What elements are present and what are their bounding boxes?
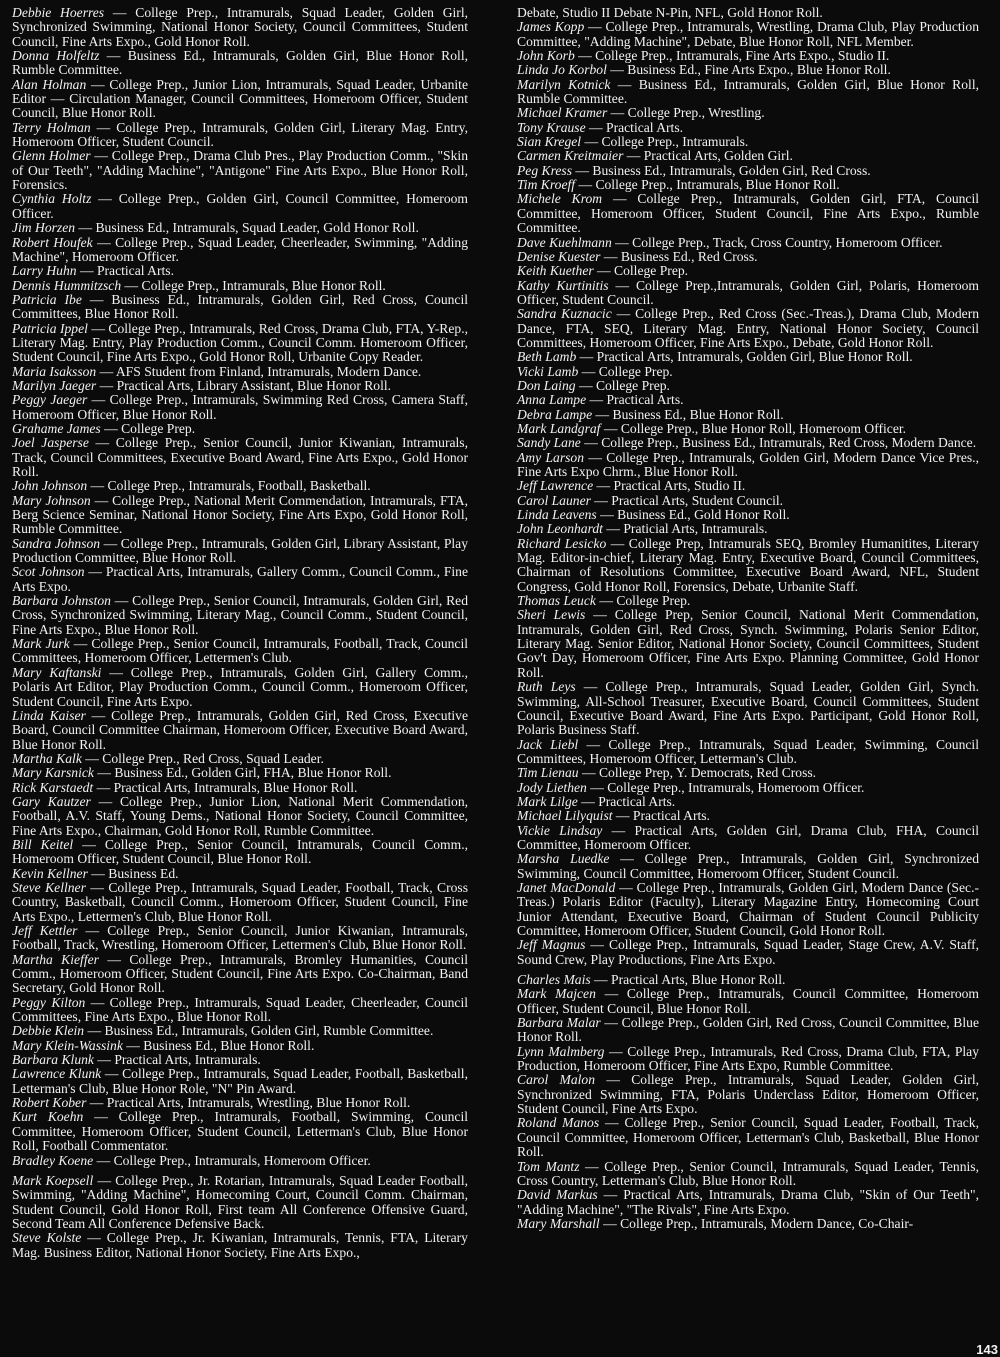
student-activities: — College Prep., Intramurals, Fine Arts Expo., Studio II. [574,48,890,64]
student-name: Linda Kaiser [12,707,86,723]
student-entry [517,192,979,235]
student-activities: — College Prep., Intramurals, Squad Leader, Football, Track, Cross Country, Basketball, Council Comm., Homeroom Officer, Student Council, Fine Arts Expo., Lettermen's Club, Blue Honor Roll. [12,879,468,924]
student-entry [12,365,468,379]
student-activities: — College Prep., Intramurals, Squad Leader, Stage Crew, A.V. Staff, Sound Crew, Play Productions, Fine Arts Expo. [517,937,979,967]
student-name: Linda Leavens [517,507,597,523]
student-entry [517,987,979,1016]
student-entry [517,422,979,436]
student-name: Martha Kieffer [12,951,99,967]
student-activities: — College Prep., National Merit Commendation, Intramurals, FTA, Berg Science Seminar, National Honor Society, Fine Arts Expo, Gold Honor Roll, Rumble Committee. [12,492,468,537]
student-name: Sheri Lewis [517,607,586,623]
student-entry [517,264,979,278]
student-entry [517,106,979,120]
student-entry [12,594,468,637]
student-activities: — College Prep.,Intramurals, Golden Girl, Polaris, Homeroom Officer, Student Council. [517,277,980,307]
student-name: Mark Jurk [12,636,70,652]
student-entry [12,996,468,1025]
student-entry [12,924,468,953]
student-entry [12,838,468,867]
student-entry [517,781,979,795]
student-activities: — College Prep., Red Cross (Sec.-Treas.), Drama Club, Modern Dance, FTA, SEQ, Literary Mag. Entry, National Honor Society, Council Committees, Homeroom Officer, Fine Arts Expo., Debate, Gold Honor Roll. [517,306,980,350]
student-entry [517,852,979,881]
student-activities: — College Prep., Intramurals, Golden Girl, Modern Dance (Sec.-Treas.) Polaris Editor (Faculty), Literary Magazine Entry, Homecoming Court Junior Attendant, Executive Board, Chairman of Student Council Publicity Committee, Homeroom Officer, Student Council, Gold Honor Roll. [517,879,979,938]
student-entry [12,1231,468,1260]
student-name: Marilyn Jaeger [12,377,97,393]
student-entry [12,1096,468,1110]
student-name: John Korb [517,48,575,64]
student-name: Thomas Leuck [517,593,596,609]
student-activities: — College Prep., Drama Club Pres., Play Production Comm., "Skin of Our Teeth", "Adding Machine", "Antigone" Fine Arts Expo., Blue Honor Roll, Forensics. [12,148,468,193]
student-entry [517,164,979,178]
student-activities: — College Prep., Intramurals, Squad Leader, Golden Girl, Synchronized Swimming, FTA, Polaris Underclass Editor, Homeroom Officer, Student Council, Fine Arts Expo. [517,1072,979,1117]
student-activities: — College Prep., Intramurals, Wrestling, Drama Club, Play Production Committee, "Adding Machine", Debate, Blue Honor Roll, NFL Member. [517,19,980,49]
student-activities: — Business Ed. [87,865,179,881]
student-name: Tim Kroeff [517,177,576,193]
student-entry [12,379,468,393]
student-entry [12,637,468,666]
student-activities: — Business Ed., Intramurals, Golden Girl, Red Cross. [572,162,871,178]
student-name: Sandra Johnson [12,535,101,551]
student-activities: — College Prep., Intramurals, Squad Leader, Football, Basketball, Letterman's Club, Blue Honor Role, "N" Pin Award. [12,1066,468,1096]
student-entry [12,752,468,766]
student-activities: — Practical Arts, Intramurals, Blue Honor Roll. [93,779,358,795]
student-entry [12,1154,468,1168]
student-activities: — College Prep., Intramurals, Golden Girl, FTA, Council Committee, Homeroom Officer, Student Council, Fine Arts Expo., Rumble Committee. [517,191,980,236]
student-entry [12,264,468,278]
student-activities: — College Prep., Intramurals, Golden Girl, Modern Dance Vice Pres., Fine Arts Expo Chrm., Blue Honor Roll. [517,449,979,479]
student-entry [12,709,468,752]
page-number: 143 [976,1342,998,1357]
student-entry [12,121,468,150]
student-name: Tom Mantz [517,1158,580,1174]
student-entry [12,322,468,365]
student-entry [12,436,468,479]
student-entry [517,1188,979,1217]
student-entry [517,522,979,536]
student-entry [517,350,979,364]
right-column [517,6,979,1231]
student-activities: — College Prep., Intramurals, Football, Swimming, Council Committee, Homeroom Officer, Student Council, Letterman's Club, Blue Honor Roll, Football Commentator. [12,1109,468,1154]
student-name: Michele Krom [517,191,603,207]
left-column [12,6,468,1260]
student-activities: — Practical Arts. [585,119,684,135]
student-entry [517,178,979,192]
student-entry [12,479,468,493]
student-name: David Markus [517,1187,598,1203]
student-name: Larry Huhn [12,263,77,279]
student-activities: — Business Ed., Intramurals, Golden Girl, Blue Honor Roll, Rumble Committee. [12,48,468,78]
student-entry [12,279,468,293]
student-entry [12,953,468,996]
student-name: Grahame James [12,420,101,436]
student-entry [517,738,979,767]
student-entry [517,795,979,809]
student-entry [517,1045,979,1074]
student-activities: — Business Ed., Gold Honor Roll. [596,507,790,523]
student-activities: — College Prep, Senior Council, National Merit Commendation, Intramurals, Golden Girl, Red Cross, Synch. Swimming, Polaris Senior Editor, Literary Mag. Senior Editor, National Honor Society, Council Committees, Student Gov't Day, Homeroom Officer, Fine Arts Expo. Planning Committee, Gold Honor Roll. [517,607,979,680]
student-name: Barbara Malar [517,1015,601,1031]
student-activities: — Business Ed., Golden Girl, FHA, Blue Honor Roll. [93,765,392,781]
student-entry [517,250,979,264]
student-entry [517,149,979,163]
student-entry [12,1039,468,1053]
student-name: Mary Marshall [517,1215,600,1231]
student-name: Carmen Kreitmaier [517,148,624,164]
student-name: Jack Liebl [517,736,579,752]
student-activities: — College Prep., Intramurals, Golden Girl, Library Assistant, Play Production Committee, Blue Honor Roll. [12,535,468,566]
student-activities: — College Prep, Intramurals SEQ, Bromley Humanitites, Literary Mag. Editor-in-chief, Literary Mag. Entry, Executive Board, Council Committees, Chairman of Resolutions Committee, Executive Board Award, NFL, Student Congress, Gold Honor Roll, Forensics, Debate, Urbanite Staff. [517,535,979,594]
student-entry [12,221,468,235]
student-name: Lawrence Klunk [12,1066,102,1082]
student-activities: — College Prep., Junior Lion, National Merit Commendation, Football, A.V. Staff, Young Dems., National Honor Society, Council Committee, Fine Arts Expo., Chairman, Gold Honor Roll, Rumble Committee. [12,793,469,838]
student-activities: — College Prep., Senior Council, Intramurals, Golden Girl, Red Cross, Synchronized Swimming, Literary Mag., Council Comm., Student Council, Fine Arts Expo., Blue Honor Roll. [12,593,468,637]
student-activities: — College Prep., Intramurals, Golden Girl, Synchronized Swimming, Council Committee, Homeroom Officer, Student Council. [517,851,980,881]
student-activities: — College Prep., Business Ed., Intramurals, Red Cross, Modern Dance. [580,435,977,451]
student-name: Kevin Kellner [12,865,88,881]
student-entry [517,973,979,987]
student-name: Alan Holman [12,76,87,92]
student-entry [517,537,979,594]
student-entry [517,938,979,967]
student-name: Anna Lampe [517,392,587,408]
student-activities: — Practical Arts, Intramurals, Wrestling, Blue Honor Roll. [86,1095,411,1111]
student-activities: — College Prep., Intramurals, Swimming Red Cross, Camera Staff, Homeroom Officer, Blue Honor Roll. [12,392,468,422]
student-name: Michael Lilyquist [517,808,613,824]
student-name: Bradley Koene [12,1152,94,1168]
student-entry [12,1174,468,1231]
student-name: James Kopp [517,19,585,35]
student-name: Mark Majcen [517,986,596,1002]
student-name: Carol Launer [517,492,591,508]
student-activities: — Business Ed., Blue Honor Roll. [122,1037,315,1053]
student-activities: — College Prep., Intramurals, Golden Girl, Literary Mag. Entry, Homeroom Officer, Student Council. [12,119,468,150]
student-name: Peg Kress [517,162,572,178]
student-activities: — College Prep., Intramurals, Golden Girl, Gallery Comm., Polaris Art Editor, Play Production Comm., Council Comm., Homeroom Officer, Student Council, Fine Arts Expo. [12,664,468,709]
student-name: Denise Kuester [517,248,601,264]
student-activities: — Business Ed., Intramurals, Golden Girl, Blue Honor Roll, Rumble Committee. [517,76,980,107]
student-activities: — Practical Arts, Intramurals, Gallery Comm., Council Comm., Fine Arts Expo. [12,564,468,594]
student-name: John Johnson [12,478,88,494]
student-entry [517,121,979,135]
student-entry [517,766,979,780]
student-activities: — College Prep. [575,377,670,393]
student-activities: Debate, Studio II Debate N-Pin, NFL, Gold Honor Roll. [517,5,823,20]
student-entry [12,236,468,265]
student-activities: — Business Ed., Fine Arts Expo., Blue Honor Roll. [606,62,891,78]
student-activities: — College Prep., Senior Council, Junior Kiwanian, Intramurals, Track, Council Committees, Executive Board Award, Fine Arts Expo., Gold Honor Roll. [12,435,468,479]
student-name: Vickie Lindsay [517,822,603,838]
student-activities: — College Prep., Track, Cross Country, Homeroom Officer. [611,234,943,250]
student-activities: — Practical Arts. [76,263,174,279]
student-entry [517,508,979,522]
student-name: Jeff Kettler [12,923,78,938]
student-activities: — AFS Student from Finland, Intramurals, Modern Dance. [96,363,422,379]
student-entry [517,451,979,480]
student-activities: — Practical Arts, Library Assistant, Blue Honor Roll. [96,377,392,393]
student-name: Mark Landgraf [517,420,601,436]
student-entry [517,824,979,853]
student-activities: — College Prep., Intramurals, Blue Honor Roll. [121,277,386,293]
student-activities: — College Prep., Intramurals, Council Committee, Homeroom Officer, Student Council, Blue Honor Roll. [517,986,980,1016]
student-entry [12,1067,468,1096]
student-entry [517,881,979,938]
student-name: Barbara Klunk [12,1052,94,1068]
student-name: Peggy Jaeger [12,392,88,408]
student-entry [12,78,468,121]
student-name: Maria Isaksson [12,363,97,379]
student-activities: — Practical Arts. [612,808,710,824]
student-name: Debbie Hoerres [12,5,105,20]
student-name: Beth Lamb [517,349,577,365]
student-entry [12,537,468,566]
student-name: Jim Horzen [12,220,76,236]
student-activities: — College Prep., Blue Honor Roll, Homeroom Officer. [600,420,907,436]
student-entry [517,365,979,379]
student-entry [517,436,979,450]
student-entry [517,1073,979,1116]
student-entry [517,594,979,608]
student-entry [12,1110,468,1153]
student-activities: — College Prep., Intramurals, Squad Leader, Golden Girl, Synchronized Swimming, National Honor Society, Council Committees, Student Council, Fine Arts Expo., Gold Honor Roll. [12,5,469,49]
student-activities: — College Prep., Red Cross, Squad Leader. [81,750,324,766]
student-name: Debbie Klein [12,1023,85,1039]
student-activities: — College Prep., Intramurals, Homeroom Officer. [93,1152,371,1168]
student-name: Tim Lienau [517,765,579,781]
student-name: Cynthia Holtz [12,191,92,207]
student-name: Lynn Malmberg [517,1043,605,1059]
student-name: Mark Koepsell [12,1172,94,1188]
student-name: Sian Kregel [517,134,582,150]
student-activities: — College Prep., Intramurals, Bromley Humanities, Council Comm., Homeroom Officer, Student Council, Fine Arts Expo. Co-Chairman, Band Secretary, Gold Honor Roll. [12,951,469,996]
student-activities: — College Prep., Intramurals, Homeroom Officer. [586,779,865,795]
student-entry [12,565,468,594]
student-entry [517,63,979,77]
student-activities: — College Prep, Y. Democrats, Red Cross. [578,765,817,781]
student-name: Roland Manos [517,1115,600,1131]
student-name: Robert Kober [12,1095,87,1111]
student-activities: — Practical Arts. [586,392,684,408]
student-entry [517,20,979,49]
student-entry [12,781,468,795]
student-entry [12,494,468,537]
student-entry [12,795,468,838]
student-activities: — College Prep., Intramurals, Football, Basketball. [87,478,371,494]
student-activities: — College Prep., Senior Council, Squad Leader, Football, Track, Council Committee, Homeroom Officer, Letterman's Club, Basketball, Blue Honor Roll. [517,1115,980,1160]
student-name: Marilyn Kotnick [517,76,611,92]
student-activities: — Practical Arts. [577,793,676,809]
student-entry [517,408,979,422]
student-name: Barbara Johnston [12,593,111,609]
student-entry [12,666,468,709]
student-entry [12,49,468,78]
student-activities: — College Prep., Wrestling. [607,105,765,121]
student-name: Richard Lesicko [517,535,607,551]
student-entry [12,149,468,192]
student-activities: — Business Ed., Blue Honor Roll. [592,406,784,422]
student-name: Martha Kalk [12,750,82,766]
student-entry [12,293,468,322]
student-name: Patricia Ibe [12,291,82,307]
student-name: Dennis Hummitzsch [12,277,122,293]
student-name: Peggy Kilton [12,994,86,1010]
student-activities: — College Prep., Intramurals, Squad Leader, Cheerleader, Council Committees, Fine Arts Expo., Blue Honor Roll. [12,994,468,1025]
student-name: Charles Mais [517,972,591,988]
student-activities: — College Prep., Jr. Rotarian, Intramurals, Squad Leader Football, Swimming, "Adding Machine", Homecoming Court, Council Comm. Chairman, Student Council, Gold Honor Roll, First team All Conference Offensive Guard, Second Team All Conference Defensive Back. [12,1172,468,1231]
student-activities: — College Prep., Intramurals, Golden Girl, Red Cross, Executive Board, Council Committee Chairman, Homeroom Officer, Executive Board Award, Blue Honor Roll. [12,707,468,752]
student-activities: — Business Ed., Intramurals, Squad Leader, Gold Honor Roll. [75,220,419,236]
student-name: Mark Lilge [517,793,578,809]
student-name: Dave Kuehlmann [517,234,612,250]
student-entry [517,1217,979,1231]
student-activities: — College Prep., Senior Council, Intramurals, Football, Track, Council Committees, Homeroom Officer, Lettermen's Club. [12,636,468,666]
student-activities: — Practical Arts, Studio II. [593,478,746,494]
student-name: Bill Keitel [12,836,74,852]
student-entry [517,236,979,250]
student-activities: — Business Ed., Red Cross. [600,248,758,264]
student-entry [12,6,468,49]
student-activities: — College Prep. [593,263,689,279]
student-entry [517,393,979,407]
student-activities: — College Prep., Senior Council, Intramurals, Council Comm., Homeroom Officer, Student Council, Blue Honor Roll. [12,836,468,867]
student-entry [12,393,468,422]
student-name: Amy Larson [517,449,585,465]
student-entry [12,1024,468,1038]
student-entry [12,422,468,436]
student-name: Tony Krause [517,119,586,135]
student-name: Jeff Lawrence [517,478,594,494]
student-name: Steve Kolste [12,1230,82,1246]
student-entry [517,494,979,508]
student-name: Robert Houfek [12,234,93,250]
student-name: Kathy Kurtinitis [517,277,609,293]
student-activities: — College Prep., Intramurals, Squad Leader, Swimming, Council Committees, Homeroom Officer, Letterman's Club. [517,736,979,766]
student-activities: — College Prep., Intramurals, Modern Dance, Co-Chair- [599,1215,914,1231]
student-name: Donna Holfeltz [12,48,100,64]
student-activities: — College Prep., Golden Girl, Council Committee, Homeroom Officer. [12,191,468,221]
student-name: Jeff Magnus [517,937,586,953]
student-activities: — College Prep. [595,593,691,609]
student-entry [517,307,979,350]
student-activities: — Practical Arts, Intramurals, Drama Club, "Skin of Our Teeth", "Adding Machine", "The Rivals", Fine Arts Expo. [517,1187,979,1217]
student-activities: — Practical Arts, Intramurals. [93,1052,261,1068]
student-entry [517,6,979,20]
student-name: Janet MacDonald [517,879,616,895]
student-activities: — College Prep. [100,420,196,436]
student-name: Carol Malon [517,1072,596,1088]
student-activities: — College Prep., Senior Council, Intramurals, Squad Leader, Tennis, Cross Country, Letterman's Club, Blue Honor Roll. [517,1158,979,1188]
student-activities: — Praticial Arts, Intramurals. [602,521,768,537]
student-activities: — College Prep., Intramurals, Red Cross, Drama Club, FTA, Y-Rep., Literary Mag. Entry, Play Production Comm., Council Comm. Homeroom Officer, Student Council, Fine Arts Expo., Gold Honor Roll, Urbanite Copy Reader. [12,320,468,365]
student-activities: — College Prep., Jr. Kiwanian, Intramurals, Tennis, FTA, Literary Mag. Business Editor, National Honor Society, Fine Arts Expo., [12,1230,468,1260]
student-name: Mary Karsnick [12,765,94,781]
student-name: Sandra Kuznacic [517,306,612,322]
student-name: Terry Holman [12,119,91,135]
student-entry [12,766,468,780]
student-activities: — College Prep., Junior Lion, Intramurals, Squad Leader, Urbanite Editor — Circulation Manager, Council Committees, Homeroom Officer, Student Council, Blue Honor Roll. [12,76,468,121]
student-entry [12,867,468,881]
student-entry [517,135,979,149]
student-name: Patricia Ippel [12,320,88,336]
student-name: Don Laing [517,377,576,393]
student-entry [517,1116,979,1159]
student-name: Mary Johnson [12,492,91,508]
student-name: Mary Klein-Wassink [12,1037,123,1053]
student-activities: — Practical Arts, Golden Girl, Drama Club, FHA, Council Committee, Homeroom Officer. [517,822,980,852]
student-entry [12,1053,468,1067]
student-entry [517,1160,979,1189]
student-activities: — Business Ed., Intramurals, Golden Girl, Red Cross, Council Committees, Blue Honor Roll. [12,291,468,322]
student-name: Ruth Leys [517,679,576,695]
student-entry [517,379,979,393]
student-name: Keith Kuether [517,263,594,279]
student-entry [12,881,468,924]
student-name: John Leonhardt [517,521,603,537]
student-name: Kurt Koehn [12,1109,84,1125]
student-entry [12,192,468,221]
student-entry [517,78,979,107]
student-activities: — College Prep., Squad Leader, Cheerleader, Swimming, "Adding Machine", Homeroom Officer. [12,234,468,264]
student-entry [517,680,979,737]
student-entry [517,608,979,680]
student-activities: — College Prep., Golden Girl, Red Cross, Council Committee, Blue Honor Roll. [517,1015,979,1045]
student-entry [517,809,979,823]
student-activities: — College Prep., Intramurals, Red Cross, Drama Club, FTA, Play Production, Homeroom Officer, Fine Arts Expo, Rumble Committee. [517,1043,979,1074]
student-name: Michael Kramer [517,105,608,121]
student-name: Sandy Lane [517,435,581,451]
student-name: Vicki Lamb [517,363,579,379]
student-name: Debra Lampe [517,406,593,422]
student-entry [517,1016,979,1045]
student-name: Scot Johnson [12,564,85,580]
student-entry [517,479,979,493]
student-activities: — Practical Arts, Intramurals, Golden Girl, Blue Honor Roll. [576,349,913,365]
student-name: Linda Jo Korbol [517,62,607,78]
student-name: Rick Karstaedt [12,779,94,795]
student-name: Mary Kaftanski [12,664,102,680]
student-activities: — Practical Arts, Student Council. [590,492,784,508]
student-activities: — College Prep., Intramurals. [581,134,749,150]
student-name: Jody Liethen [517,779,587,795]
student-name: Joel Jasperse [12,435,89,451]
student-entry [517,49,979,63]
student-entry [517,279,979,308]
student-name: Gary Kautzer [12,793,91,809]
student-activities: — College Prep., Intramurals, Blue Honor Roll. [575,177,840,193]
student-activities: — Practical Arts, Golden Girl. [623,148,793,164]
student-activities: — College Prep. [578,363,673,379]
student-name: Marsha Luedke [517,851,610,867]
student-name: Glenn Holmer [12,148,91,164]
student-activities: — Practical Arts, Blue Honor Roll. [590,972,786,988]
student-activities: — Business Ed., Intramurals, Golden Girl, Rumble Committee. [84,1023,434,1039]
student-name: Steve Kellner [12,879,86,895]
student-activities: — College Prep., Intramurals, Squad Leader, Golden Girl, Synch. Swimming, All-School Treasurer, Executive Board, Council Committees, Student Council, Executive Board Award, Fine Arts Expo. Participant, Gold Honor Roll, Polaris Business Staff. [517,679,979,738]
student-activities: — College Prep., Senior Council, Junior Kiwanian, Intramurals, Football, Track, Wrestling, Homeroom Officer, Lettermen's Club, Blue Honor Roll. [12,923,468,953]
